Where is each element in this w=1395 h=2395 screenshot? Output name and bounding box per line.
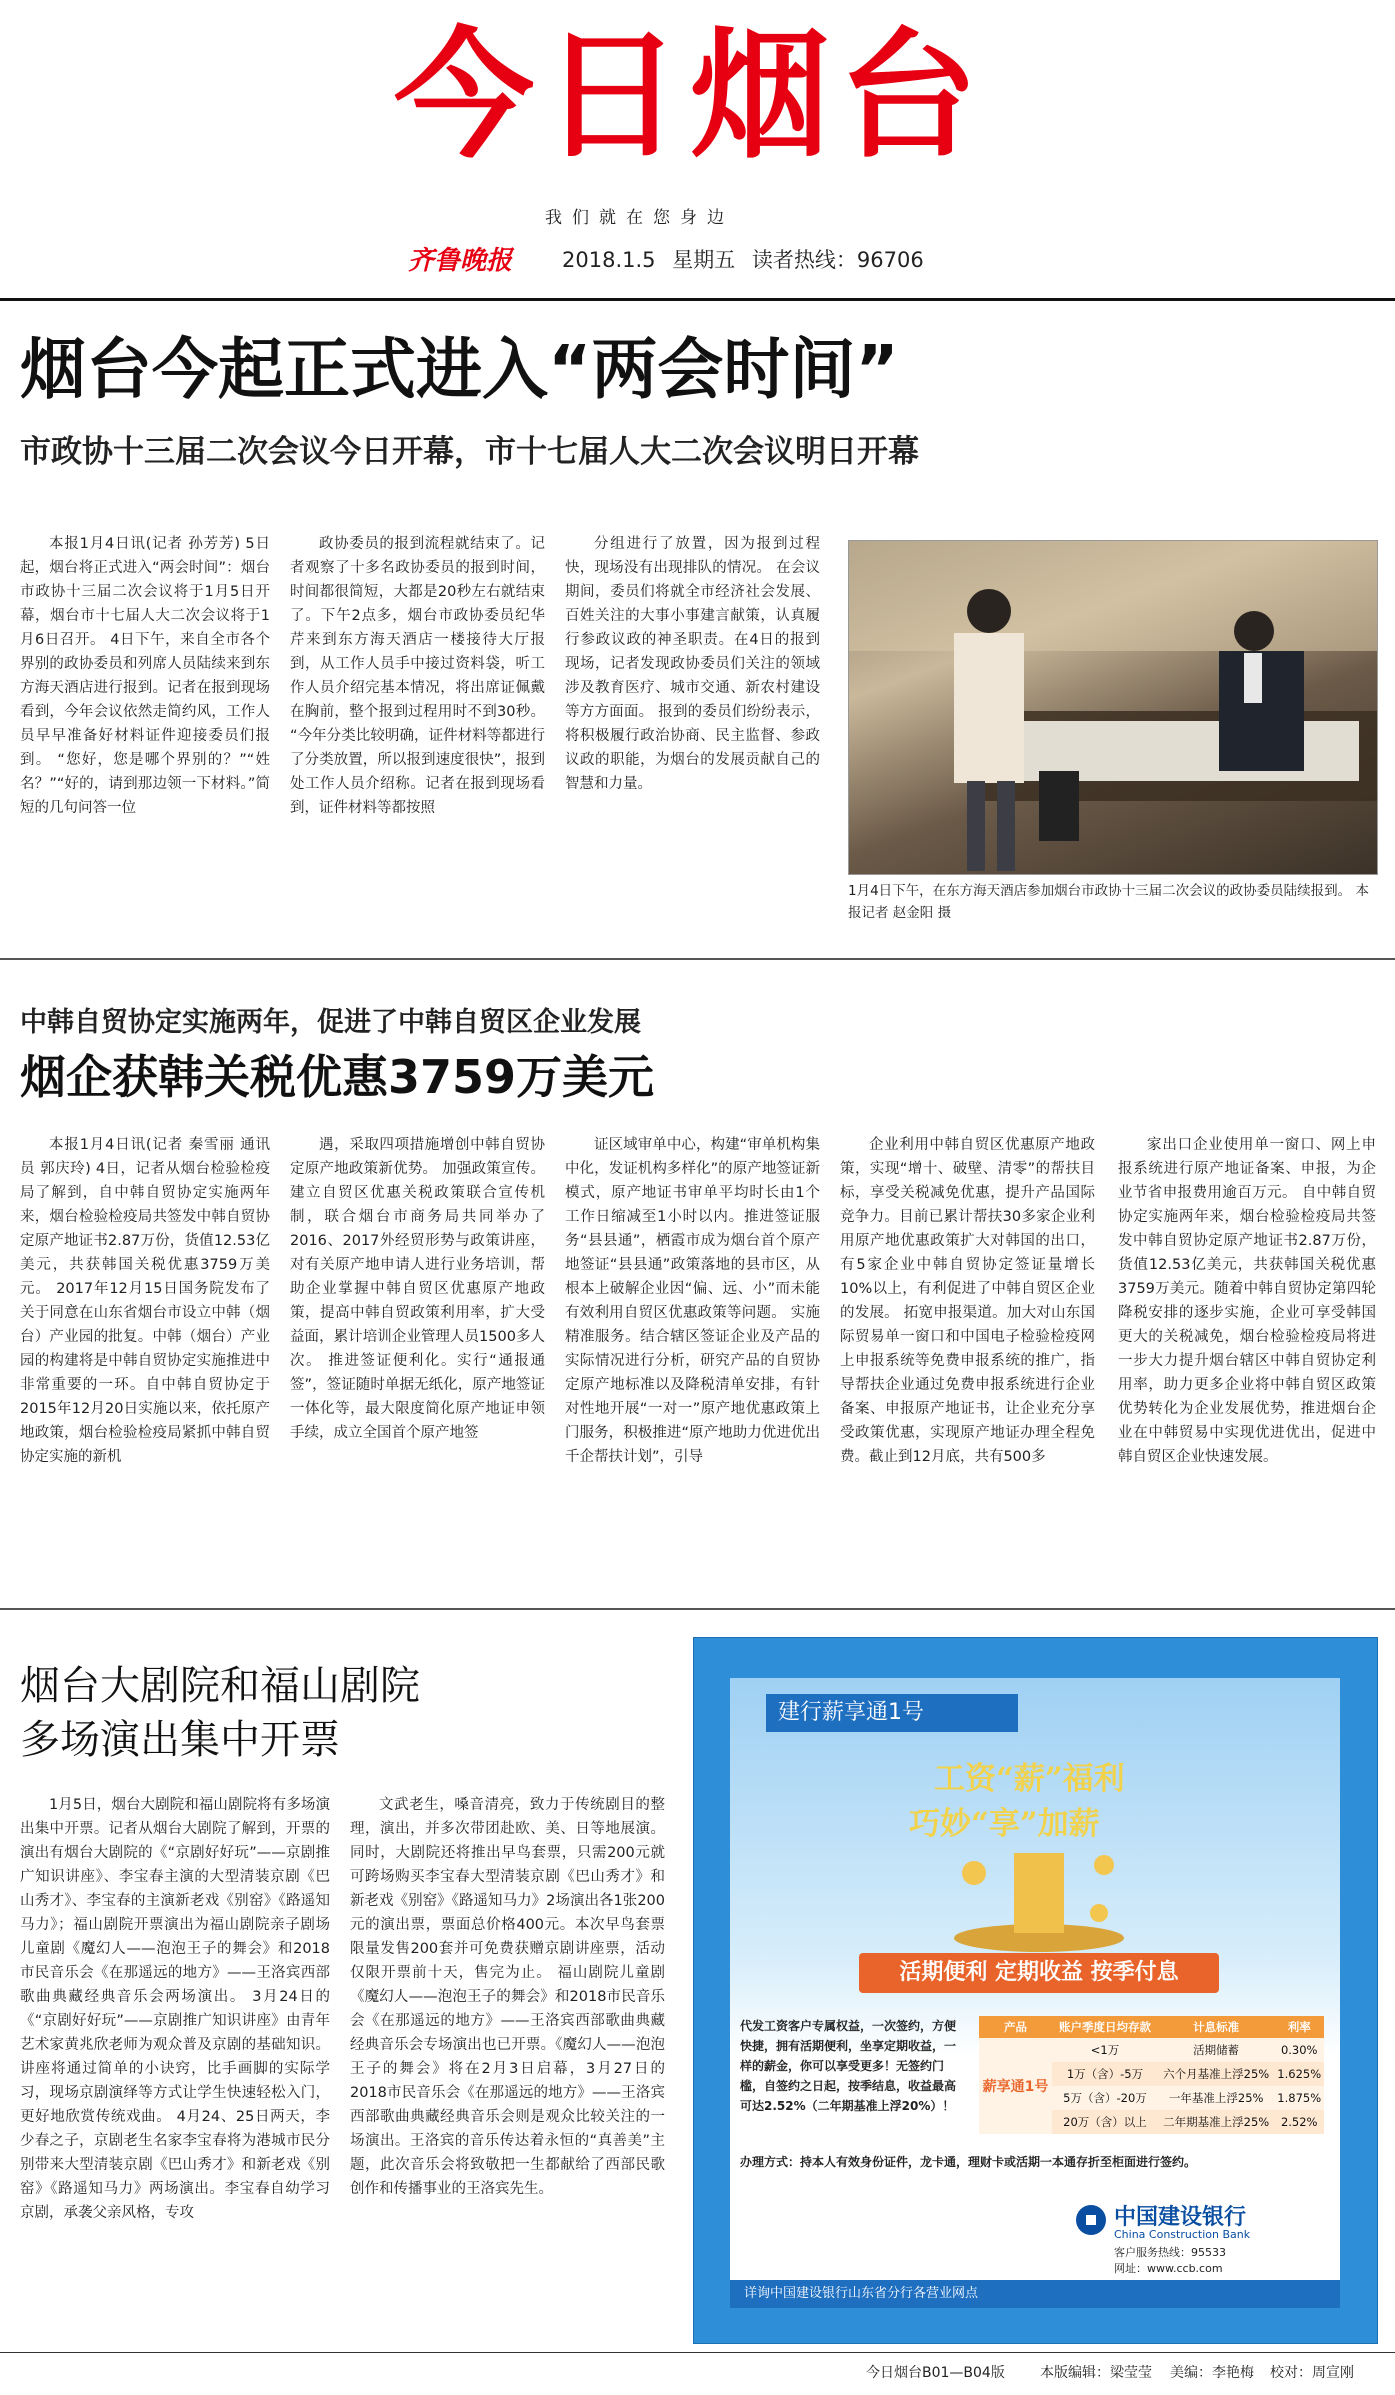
ad-slogan-1: 工资“薪”福利 xyxy=(934,1761,1125,1797)
ad-description: 代发工资客户专属权益，一次签约，方便快捷，拥有活期便利，坐享定期收益，一样的薪金，你可以享受更多！无签约门槛，自签约之日起，按季结息，收益最高可达2.52%（二年期基准上浮20%）！ xyxy=(740,2019,957,2113)
article3-text-1: 1月5日，烟台大剧院和福山剧院将有多场演出集中开票。记者从烟台大剧院了解到，开票的演出有烟台大剧院的《“京剧好好玩”——京剧推广知识讲座》、李宝春主演的大型清装京剧《巴山秀才》、李宝春的主演新老戏《别窑》《路遥知马力》；福山剧院开票演出为福山剧院亲子剧场儿童剧《魔幻人——泡泡王子的舞会》和2018市民音乐会《在那遥远的地方》——王洛宾西部歌曲典藏经典音乐会两场演出。 3月24日的《“京剧好好玩”——京剧推广知识讲座》由青年艺术家黄兆欣老师为观众普及京剧的基础知识。讲座将通过简单的小诀窍，比手画脚的实际学习，现场京剧演绎等方式让学生快速轻松入门，更好地欣赏传统戏曲。 4月24、25日两天，李少春之子，京剧老生名家李宝春将为港城市民分别带来大型清装京剧《巴山秀才》和新老戏《别窑》《路遥知马力》两场演出。李宝春自幼学习京剧，承袭父亲风格，专攻 xyxy=(20,1797,330,2221)
article3-column-1 xyxy=(20,1793,330,2333)
ad-cell: 1.625% xyxy=(1277,2067,1322,2081)
ad-table-header: 利率 xyxy=(1287,2020,1311,2034)
dateline xyxy=(562,244,924,274)
article3-column-2 xyxy=(350,1793,665,2333)
ad-cell: <1万 xyxy=(1090,2043,1120,2057)
ad-cell: 一年基准上浮25% xyxy=(1168,2091,1264,2105)
ad-cell: 1.875% xyxy=(1277,2091,1322,2105)
ad-website: 网址：www.ccb.com xyxy=(1114,2262,1223,2275)
article1-photo xyxy=(848,540,1378,875)
coin-stack-icon xyxy=(944,1843,1134,1953)
reader-hotline: 读者热线：96706 xyxy=(751,248,924,272)
article1-column-1 xyxy=(20,532,270,932)
section-rule-2 xyxy=(0,1608,1395,1610)
article1-text-1: 本报1月4日讯(记者 孙芳芳) 5日起，烟台将正式进入“两会时间”：烟台市政协十三届二次会议将于1月5日开幕，烟台市十七届人大二次会议将于1月6日召开。 4日下午，来自全市各个界别的政协委员和列席人员陆续来到东方海天酒店进行报到。记者在报到现场看到，今年会议依然走简约风，工作人员早早准备好材料证件迎接委员们报到。 “您好，您是哪个界别的？”“姓名？”“好的，请到那边领一下材料。”简短的几句问答一位 xyxy=(20,536,270,816)
ad-cell: 20万（含）以上 xyxy=(1063,2115,1147,2129)
ad-table-header-row xyxy=(979,2016,1324,2038)
ad-cell: 六个月基准上浮25% xyxy=(1163,2067,1270,2081)
article2-text-3: 证区域审单中心，构建“审单机构集中化，发证机构多样化”的原产地签证新模式，原产地证书审单平均时长由1个工作日缩减至1小时以内。推进签证服务“县县通”，栖霞市成为烟台首个原产地签证“县县通”政策落地的县市区，从根本上破解企业因“偏、远、小”而未能有效利用自贸区优惠政策等问题。 实施精准服务。结合辖区签证企业及产品的实际情况进行分析，研究产品的自贸协定原产地标准以及降税清单安排，有针对性地开展“一对一”原产地优惠政策上门服务，积极推进“原产地助力优进优出千企帮扶计划”，引导 xyxy=(565,1137,820,1465)
article2-column-1 xyxy=(20,1133,270,1573)
ccb-logo-icon xyxy=(1074,2203,1108,2237)
ad-banner: 活期便利 定期收益 按季付息 xyxy=(859,1953,1219,1993)
ccb-advertisement xyxy=(693,1637,1378,2344)
article2-column-4 xyxy=(840,1133,1095,1573)
ad-product-title: 建行薪享通1号 xyxy=(766,1694,1018,1732)
masthead-title: 今日烟台 xyxy=(393,15,986,178)
article1-text-3: 分组进行了放置，因为报到过程快，现场没有出现排队的情况。 在会议期间，委员们将就全市经济社会发展、百姓关注的大事小事建言献策，认真履行参政议政的神圣职责。在4日的报到现场，记者发现政协委员们关注的领域涉及教育医疗、城市交通、新农村建设等方方面面。 报到的委员们纷纷表示，将积极履行政治协商、民主监督、参政议政的职能，为烟台的发展贡献自己的智慧和力量。 xyxy=(565,536,820,792)
brand-logo: 齐鲁晚报 xyxy=(408,246,513,276)
article1-photo-caption: 1月4日下午，在东方海天酒店参加烟台市政协十三届二次会议的政协委员陆续报到。 本报记者 赵金阳 摄 xyxy=(848,883,1369,921)
issue-weekday: 星期五 xyxy=(672,248,736,272)
issue-date: 2018.1.5 xyxy=(562,248,656,272)
article1-text-2: 政协委员的报到流程就结束了。记者观察了十多名政协委员的报到时间，时间都很简短，大都是20秒左右就结束了。下午2点多，烟台市政协委员纪华芹来到东方海天酒店一楼接待大厅报到，从工作人员手中接过资料袋，听工作人员介绍完基本情况，将出席证佩戴在胸前，整个报到过程用时不到30秒。 “今年分类比较明确，证件材料等都进行了分类放置，所以报到速度很快”，报到处工作人员介绍称。记者在报到现场看到，证件材料等都按照 xyxy=(290,536,545,816)
ad-cell: 5万（含）-20万 xyxy=(1063,2091,1147,2105)
section-rule-1 xyxy=(0,958,1395,960)
footer-page-info: 今日烟台B01—B04版 xyxy=(866,2365,1005,2381)
ad-table-header: 账户季度日均存款 xyxy=(1058,2020,1151,2034)
table-row xyxy=(979,2038,1324,2062)
footer-rule xyxy=(0,2352,1395,2353)
article2-headline: 烟企获韩关税优惠3759万美元 xyxy=(20,1050,655,1104)
ad-product-cell: 薪享通1号 xyxy=(982,2079,1049,2095)
article1-subheadline: 市政协十三届二次会议今日开幕，市十七届人大二次会议明日开幕 xyxy=(20,434,919,470)
article2-text-4: 企业利用中韩自贸区优惠原产地政策，实现“增十、破壁、清零”的帮扶目标，享受关税减免优惠，提升产品国际竞争力。目前已累计帮扶30多家企业利用原产地优惠政策扩大对韩国的出口，有5家企业中韩自贸协定签证量增长10%以上，有利促进了中韩自贸区企业的发展。 拓宽申报渠道。加大对山东国际贸易单一窗口和中国电子检验检疫网上申报系统等免费申报系统的推广，指导帮扶企业通过免费申报系统进行企业备案、申报原产地证书，让企业充分享受政策优惠，实现原产地证办理全程免费。截止到12月底，共有500多 xyxy=(840,1137,1095,1465)
article1-column-3 xyxy=(565,532,820,932)
article2-column-5 xyxy=(1118,1133,1376,1573)
article3-headline-line1: 烟台大剧院和福山剧院 xyxy=(20,1663,420,1709)
ad-cell: 二年期基准上浮25% xyxy=(1163,2115,1270,2129)
article2-column-3 xyxy=(565,1133,820,1573)
ad-slogan-2: 巧妙“享”加薪 xyxy=(909,1806,1100,1842)
ad-bank-english: China Construction Bank xyxy=(1114,2228,1251,2241)
footer-proofreader: 校对：周宣刚 xyxy=(1270,2365,1354,2381)
ad-bank-name: 中国建设银行 xyxy=(1114,2205,1247,2230)
ad-rate-table xyxy=(979,2016,1324,2134)
article2-text-2: 遇，采取四项措施增创中韩自贸协定原产地政策新优势。 加强政策宣传。建立自贸区优惠关税政策联合宣传机制，联合烟台市商务局共同举办了2016、2017外经贸形势与政策讲座，对有关原产地申请人进行业务培训，帮助企业掌握中韩自贸区优惠原产地政策，提高中韩自贸政策利用率，扩大受益面，累计培训企业管理人员1500多人次。 推进签证便利化。实行“通报通签”，签证随时单据无纸化，原产地签证一体化等，最大限度简化原产地证申领手续，成立全国首个原产地签 xyxy=(290,1137,545,1441)
article2-text-1: 本报1月4日讯(记者 秦雪丽 通讯员 郭庆玲) 4日，记者从烟台检验检疫局了解到，自中韩自贸协定实施两年来，烟台检验检疫局共签发中韩自贸协定原产地证书2.87万份，货值12.53亿美元，共获韩国关税优惠3759万美元。 2017年12月15日国务院发布了关于同意在山东省烟台市设立中韩（烟台）产业园的批复。中韩（烟台）产业园的构建将是中韩自贸协定实施推进中非常重要的一环。自中韩自贸协定于2015年12月20日实施以来，依托原产地政策，烟台检验检疫局紧抓中韩自贸协定实施的新机 xyxy=(20,1137,270,1465)
ad-hotline: 客户服务热线：95533 xyxy=(1114,2246,1226,2259)
ad-table-header: 产品 xyxy=(1004,2020,1028,2034)
ad-table-header: 计息标准 xyxy=(1193,2020,1240,2034)
article1-column-2 xyxy=(290,532,545,932)
ad-footer: 详询中国建设银行山东省分行各营业网点 xyxy=(730,2280,1340,2308)
ad-cell: 2.52% xyxy=(1280,2115,1318,2129)
ad-howto: 办理方式：持本人有效身份证件，龙卡通，理财卡或活期一本通存折至柜面进行签约。 xyxy=(740,2155,1197,2169)
article2-kicker: 中韩自贸协定实施两年，促进了中韩自贸区企业发展 xyxy=(20,1007,641,1038)
ad-cell: 活期储蓄 xyxy=(1193,2043,1240,2057)
footer-editor: 本版编辑：梁莹莹 xyxy=(1040,2365,1152,2381)
ad-cell: 0.30% xyxy=(1280,2043,1318,2057)
article3-headline-line2: 多场演出集中开票 xyxy=(20,1717,340,1763)
article2-column-2 xyxy=(290,1133,545,1573)
masthead-slogan: 我们就在您身边 xyxy=(545,208,734,228)
ad-cell: 1万（含）-5万 xyxy=(1066,2067,1144,2081)
footer-art-editor: 美编：李艳梅 xyxy=(1170,2365,1254,2381)
article1-headline: 烟台今起正式进入“两会时间” xyxy=(20,331,899,408)
article2-text-5: 家出口企业使用单一窗口、网上申报系统进行原产地证备案、申报，为企业节省申报费用逾百万元。 自中韩自贸协定实施两年来，烟台检验检疫局共签发中韩自贸协定原产地证书2.87万份，货值12.53亿美元，共获韩国关税优惠3759万美元。随着中韩自贸协定第四轮降税安排的逐步实施，企业可享受韩国更大的关税减免，烟台检验检疫局将进一步大力提升烟台辖区中韩自贸协定利用率，助力更多企业将中韩自贸区政策优势转化为企业发展优势，推进烟台企业在中韩贸易中实现优进优出，促进中韩自贸区企业快速发展。 xyxy=(1118,1137,1376,1465)
masthead-rule xyxy=(0,298,1395,301)
photo-illustration xyxy=(849,541,1377,874)
article3-text-2: 文武老生，嗓音清亮，致力于传统剧目的整理，演出，并多次带团赴欧、美、日等地展演。 同时，大剧院还将推出早鸟套票，只需200元就可跨场购买李宝春大型清装京剧《巴山秀才》和新老戏《别窑》《路遥知马力》2场演出各1张200元的演出票，票面总价格400元。本次早鸟套票限量发售200套并可免费获赠京剧讲座票，活动仅限开票前十天，售完为止。 福山剧院儿童剧《魔幻人——泡泡王子的舞会》和2018市民音乐会《在那遥远的地方》——王洛宾西部歌曲典藏经典音乐会专场演出也已开票。《魔幻人——泡泡王子的舞会》将在2月3日启幕，3月27日的2018市民音乐会《在那遥远的地方》——王洛宾西部歌曲典藏经典音乐会则是观众比较关注的一场演出。王洛宾的音乐传达着永恒的“真善美”主题，此次音乐会将致敬把一生都献给了西部民歌创作和传播事业的王洛宾先生。 xyxy=(350,1797,665,2197)
